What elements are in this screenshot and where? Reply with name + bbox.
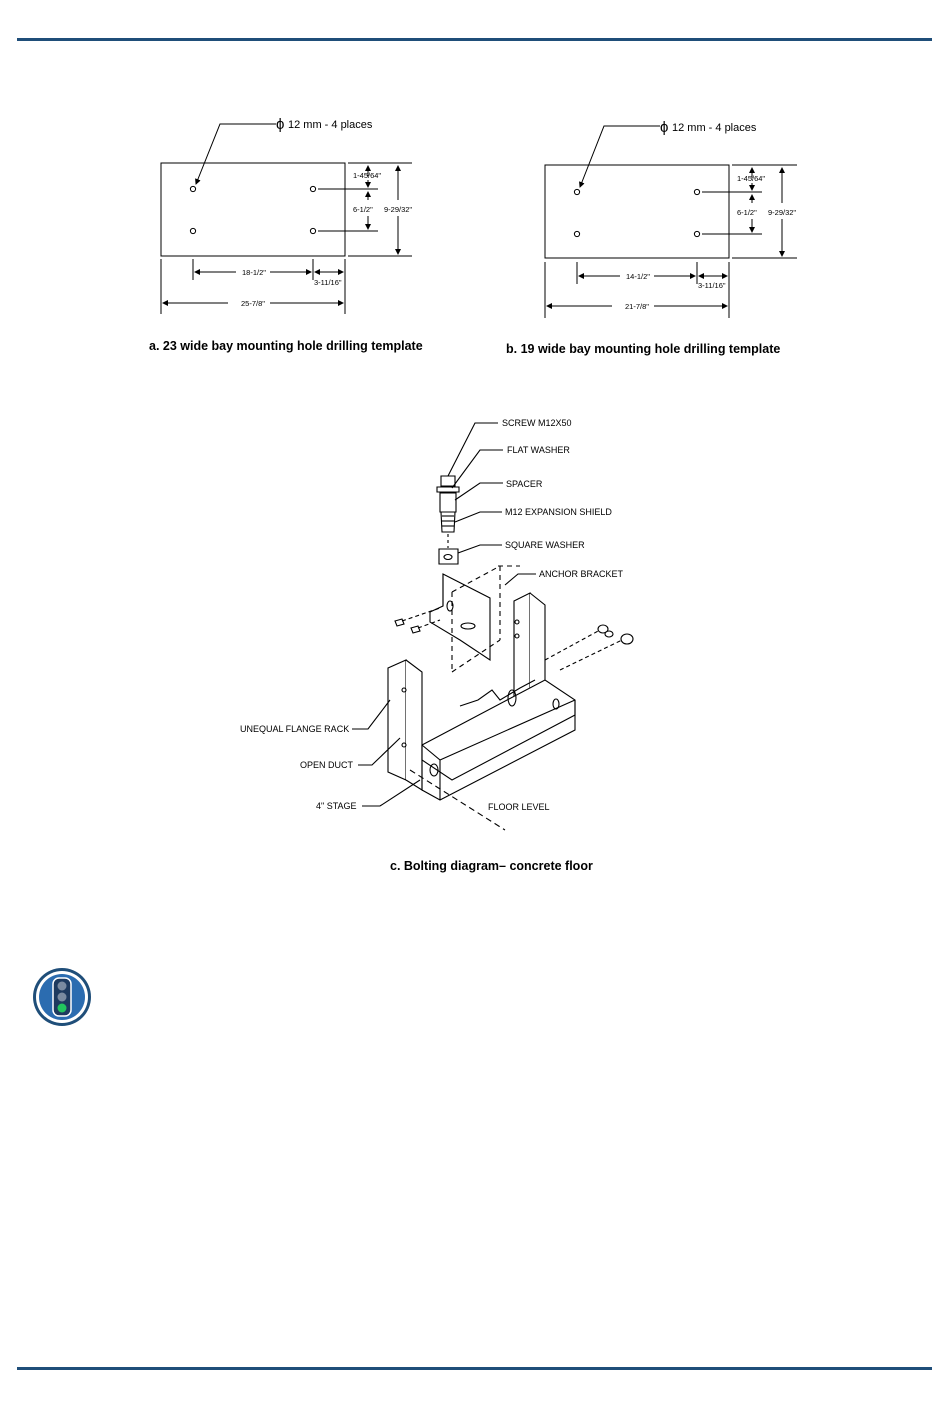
label-flat-washer: FLAT WASHER xyxy=(507,445,570,455)
template-b-dim-edge-offset: 3-11/16" xyxy=(698,281,726,290)
square-washer xyxy=(439,549,458,564)
template-b-plate xyxy=(545,165,729,258)
label-screw: SCREW M12X50 xyxy=(502,418,572,428)
label-open-duct: OPEN DUCT xyxy=(300,760,354,770)
label-spacer: SPACER xyxy=(506,479,543,489)
template-b-hole-note: 12 mm - 4 places xyxy=(672,122,757,134)
bolting-diagram xyxy=(352,423,633,830)
template-a-hole xyxy=(310,228,315,233)
template-a-dim-width: 25-7/8" xyxy=(241,299,265,308)
label-anchor-bracket: ANCHOR BRACKET xyxy=(539,569,624,579)
label-rack: UNEQUAL FLANGE RACK xyxy=(240,724,350,734)
screw-head xyxy=(441,476,455,486)
open-duct xyxy=(422,680,575,780)
template-a-leader xyxy=(196,124,276,184)
expansion-shield xyxy=(441,512,455,532)
template-a-dim-hole-spacing: 18-1/2" xyxy=(242,268,266,277)
template-b-phi: ϕ xyxy=(660,119,669,136)
template-a-hole xyxy=(190,228,195,233)
template-a-hole-note: 12 mm - 4 places xyxy=(288,119,373,131)
template-b-caption: b. 19 wide bay mounting hole drilling template xyxy=(506,342,781,356)
bolting-caption: c. Bolting diagram– concrete floor xyxy=(390,859,593,873)
template-b-dim-width: 21-7/8" xyxy=(625,302,649,311)
spacer xyxy=(440,493,456,512)
template-a-phi: ϕ xyxy=(276,116,285,133)
template-b-hole xyxy=(694,231,699,236)
floor-level-line xyxy=(410,770,505,830)
label-floor-level: FLOOR LEVEL xyxy=(488,802,550,812)
traffic-light-icon xyxy=(31,966,93,1028)
anchor-bracket xyxy=(430,574,490,660)
template-b xyxy=(545,126,797,318)
template-b-hole xyxy=(574,189,579,194)
template-a-caption: a. 23 wide bay mounting hole drilling template xyxy=(149,339,423,353)
template-a-dim-top-offset: 1-45/64" xyxy=(353,171,382,180)
template-b-hole xyxy=(574,231,579,236)
template-a-dim-row-spacing: 6-1/2" xyxy=(353,205,373,214)
footer-rule xyxy=(17,1367,932,1370)
flat-washer xyxy=(437,487,459,492)
template-a-dim-edge-offset: 3-11/16" xyxy=(314,278,342,287)
template-b-leader xyxy=(580,126,660,187)
template-a-hole xyxy=(190,186,195,191)
template-b-dim-height: 9-29/32" xyxy=(768,208,797,217)
label-stage: 4" STAGE xyxy=(316,801,357,811)
template-b-hole xyxy=(694,189,699,194)
template-b-dim-hole-spacing: 14-1/2" xyxy=(626,272,650,281)
unequal-flange-rack xyxy=(388,660,406,780)
label-expansion-shield: M12 EXPANSION SHIELD xyxy=(505,507,612,517)
template-a-hole xyxy=(310,186,315,191)
template-a xyxy=(161,124,412,314)
template-a-dim-height: 9-29/32" xyxy=(384,205,413,214)
template-b-dim-top-offset: 1-45/64" xyxy=(737,174,766,183)
template-a-plate xyxy=(161,163,345,256)
label-square-washer: SQUARE WASHER xyxy=(505,540,585,550)
template-b-dim-row-spacing: 6-1/2" xyxy=(737,208,757,217)
